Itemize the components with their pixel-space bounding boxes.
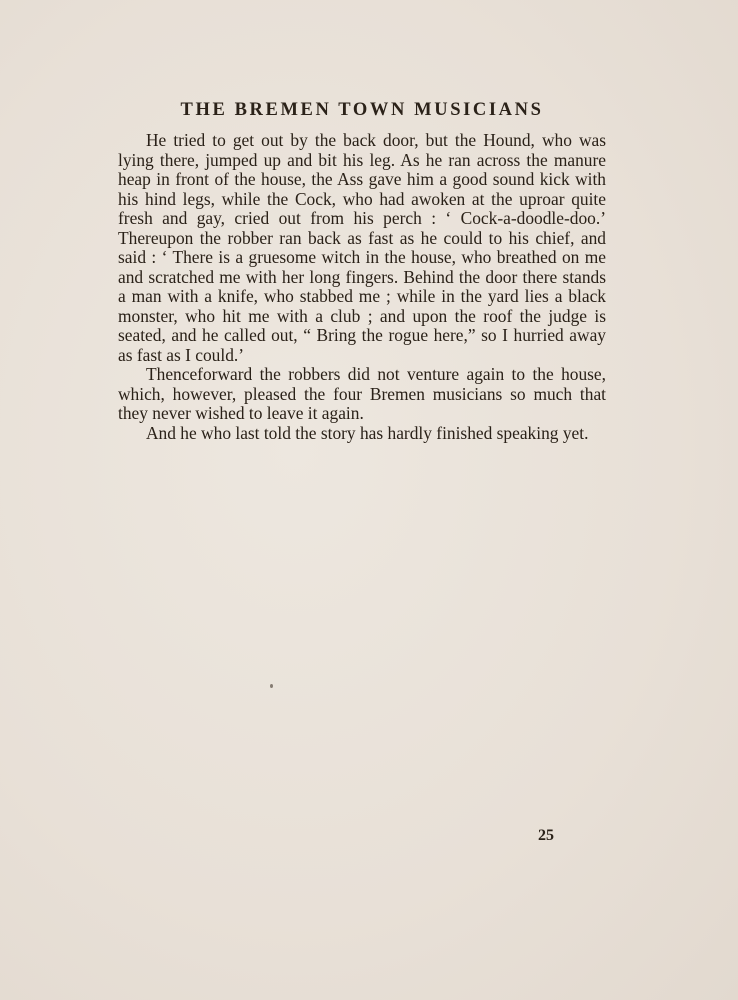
paragraph-robber-flees: He tried to get out by the back door, but the Hound, who was lying there, jumped up and bit his leg. As he ran across the manure heap in front of the house, the Ass gave him a good sound kick with his hind legs, while the Cock, who had awoken at the uproar quite fresh and gay, cried out from his perch : ‘ Cock-a-doodle-doo.’ Thereupon the robber ran back as fast as he could to his chief, and said : ‘ There is a gruesome witch in the house, who breathed on me and scratched me with her long fingers. Behind the door there stands a man with a knife, who stabbed me ; while in the yard lies a black monster, who hit me with a club ; and upon the roof the judge is seated, and he called out, “ Bring the rogue here,” so I hurried away as fast as I could.’ (118, 130, 606, 365)
body-text (118, 131, 606, 443)
running-head: THE BREMEN TOWN MUSICIANS (180, 100, 544, 120)
page-number: 25 (538, 827, 554, 844)
paragraph-robbers-leave: Thenceforward the robbers did not venture again to the house, which, however, pleased the four Bremen musicians so much that they never wished to leave it again. (118, 364, 606, 423)
paper-speck (270, 684, 273, 688)
paragraph-story-end: And he who last told the story has hardly finished speaking yet. (146, 422, 589, 443)
